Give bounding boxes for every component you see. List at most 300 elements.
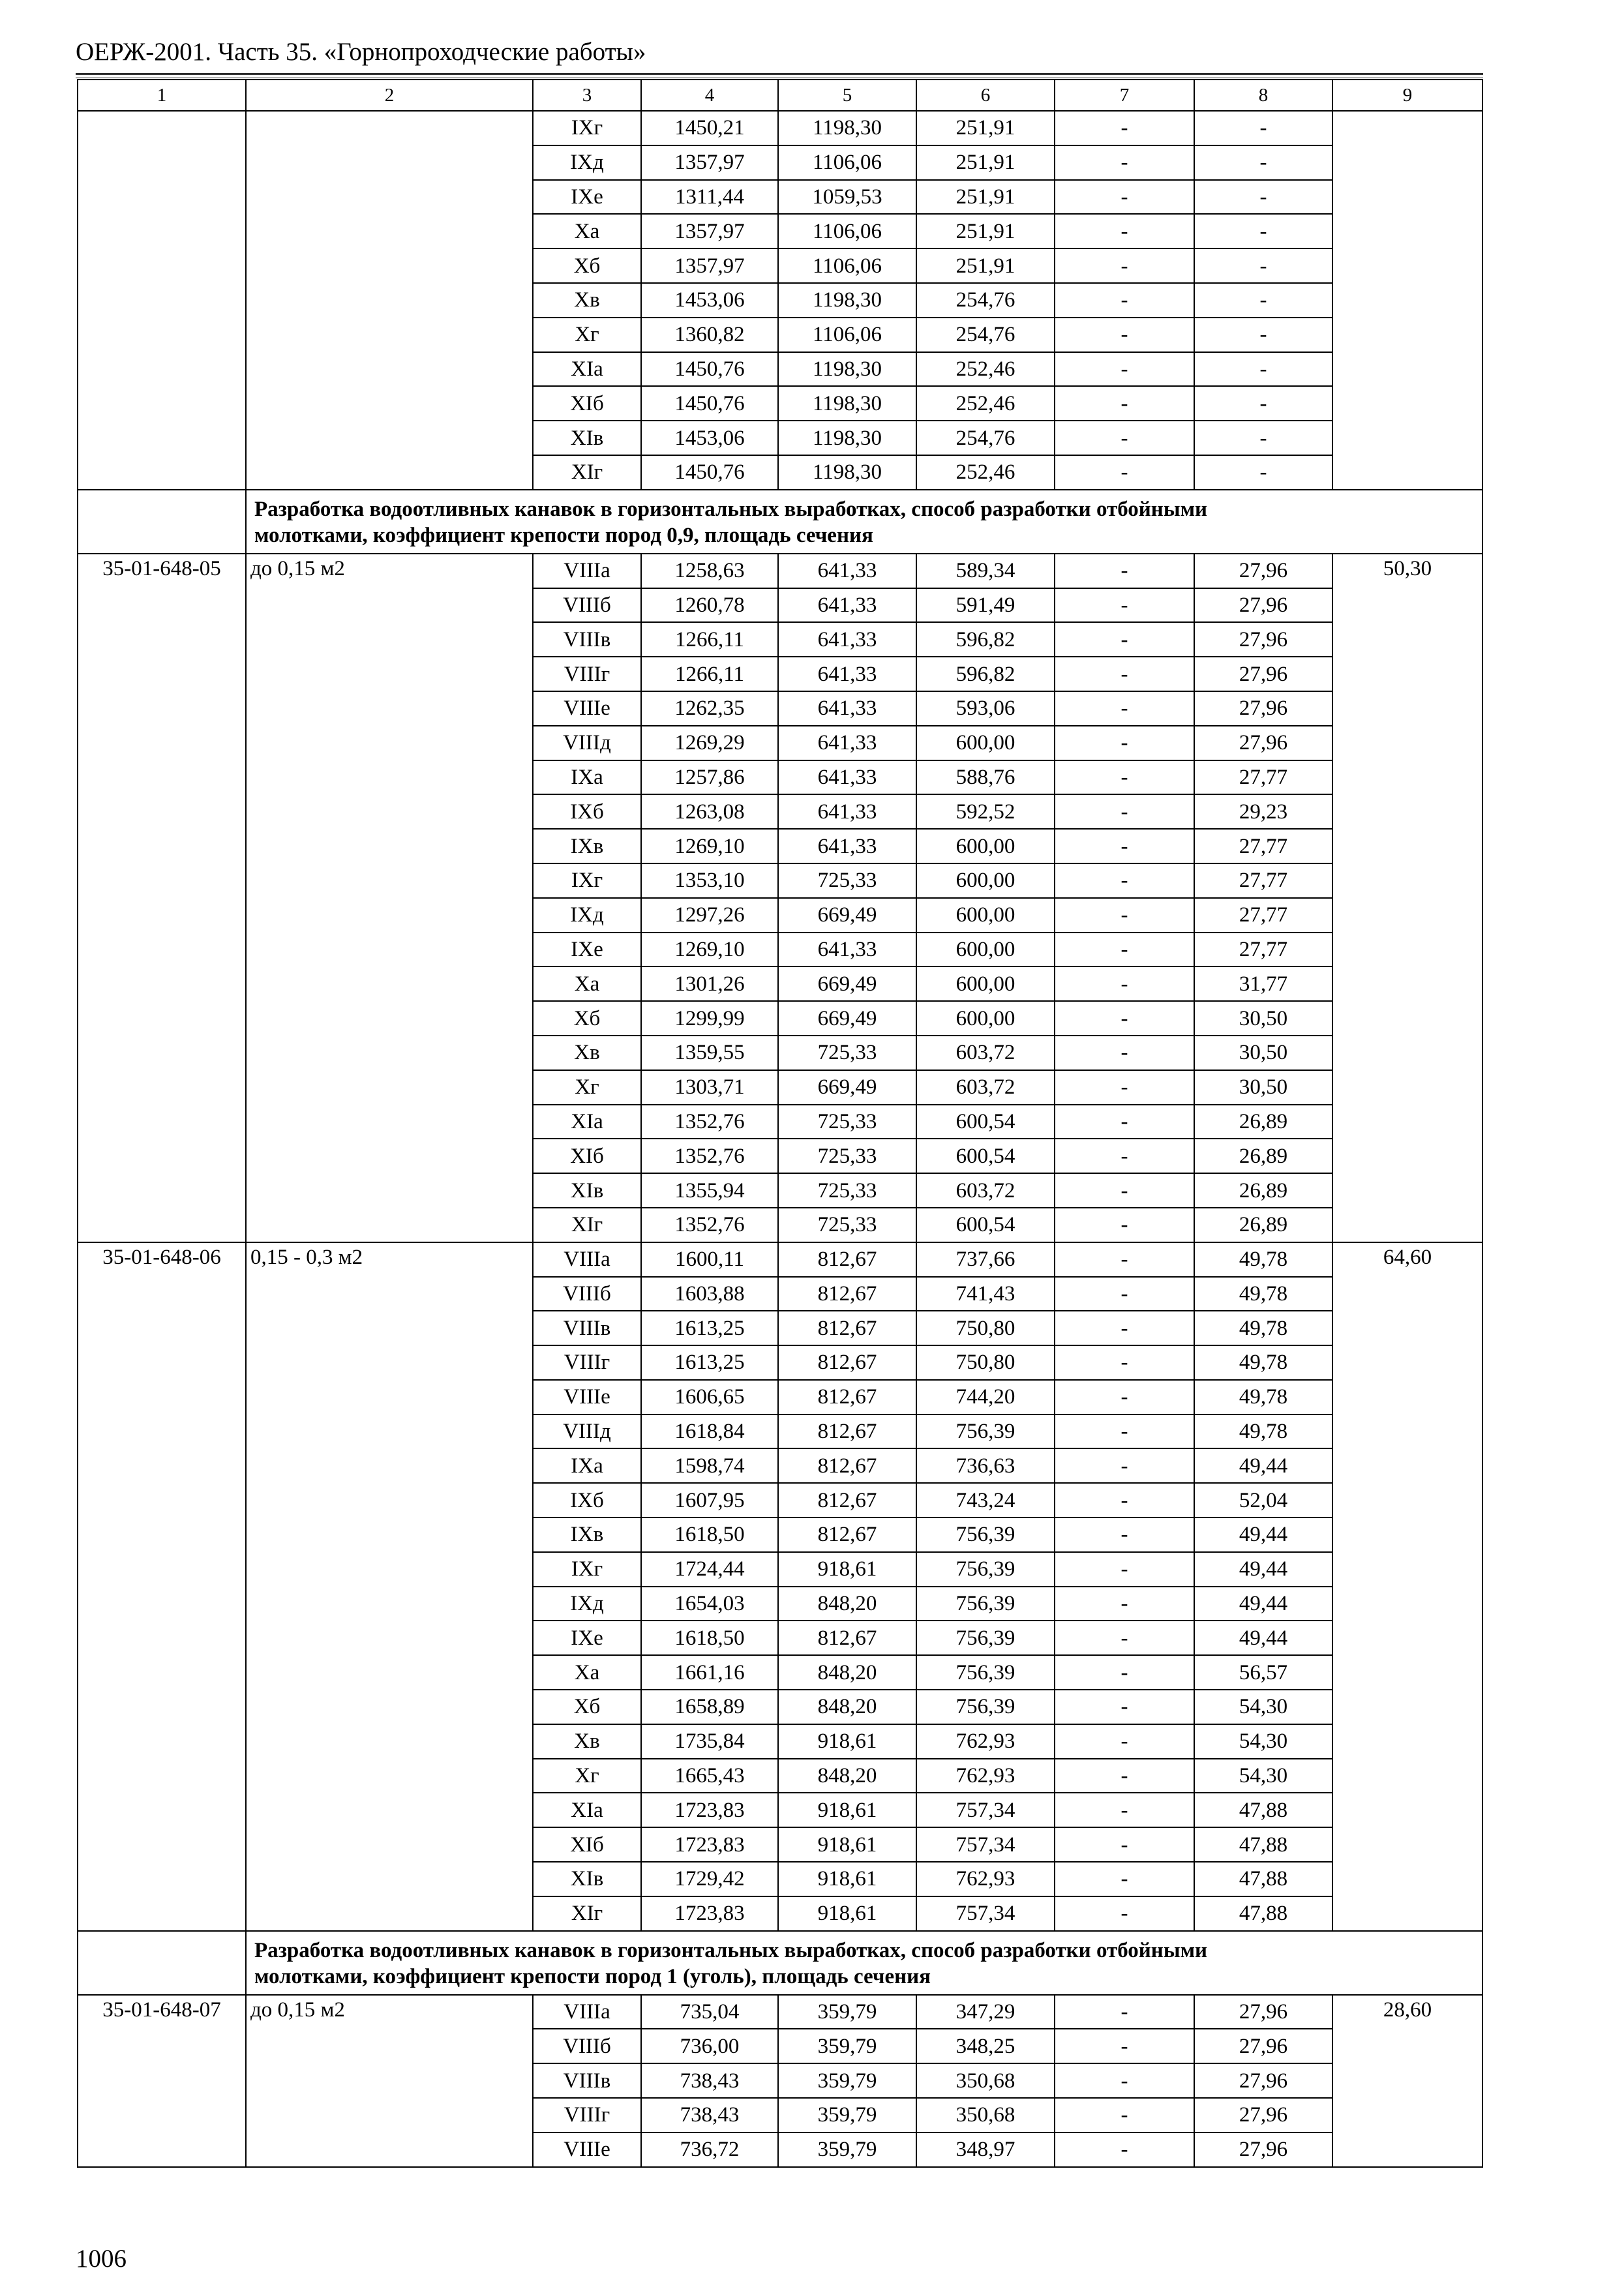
wages-cell: 918,61: [778, 1724, 916, 1759]
wages-cell: 1198,30: [778, 111, 916, 145]
wages-cell: 1106,06: [778, 318, 916, 352]
materials-cell: 27,96: [1194, 1995, 1332, 2029]
materials-cell: 27,77: [1194, 933, 1332, 967]
materials-cell: 49,78: [1194, 1311, 1332, 1345]
wages-cell: 641,33: [778, 691, 916, 726]
materials-cell: 47,88: [1194, 1862, 1332, 1896]
subclass-cell: Xв: [533, 1724, 641, 1759]
subclass-cell: VIIIв: [533, 622, 641, 657]
subclass-cell: IXв: [533, 829, 641, 863]
incl-wages-cell: -: [1055, 829, 1194, 863]
machines-cell: 762,93: [916, 1862, 1055, 1896]
machines-cell: 756,39: [916, 1655, 1055, 1690]
incl-wages-cell: -: [1055, 352, 1194, 387]
subclass-cell: XIв: [533, 421, 641, 455]
wages-cell: 641,33: [778, 657, 916, 691]
total-cost-cell: 1598,74: [641, 1448, 778, 1483]
total-cost-cell: 1450,76: [641, 352, 778, 387]
machines-cell: 603,72: [916, 1173, 1055, 1208]
subclass-cell: XIб: [533, 386, 641, 421]
wages-cell: 918,61: [778, 1552, 916, 1587]
total-cost-cell: 1453,06: [641, 283, 778, 318]
materials-cell: 49,78: [1194, 1277, 1332, 1311]
section-heading-line: Разработка водоотливных канавок в горизонтальных выработках, способ разработки отбойными: [254, 497, 1208, 521]
total-cost-cell: 735,04: [641, 1995, 778, 2029]
subclass-cell: Xа: [533, 1655, 641, 1690]
section-blank-cell: [78, 490, 246, 554]
work-name-cell: [246, 111, 533, 490]
wages-cell: 725,33: [778, 863, 916, 898]
machines-cell: 596,82: [916, 622, 1055, 657]
total-cost-cell: 1357,97: [641, 248, 778, 283]
subclass-cell: VIIIа: [533, 1242, 641, 1277]
table-body: [78, 80, 1482, 2167]
wages-cell: 641,33: [778, 554, 916, 588]
subclass-cell: VIIIв: [533, 2063, 641, 2098]
incl-wages-cell: -: [1055, 1759, 1194, 1793]
machines-cell: 741,43: [916, 1277, 1055, 1311]
machines-cell: 762,93: [916, 1724, 1055, 1759]
subclass-cell: Xв: [533, 1036, 641, 1070]
total-cost-cell: 1735,84: [641, 1724, 778, 1759]
incl-wages-cell: -: [1055, 1655, 1194, 1690]
subclass-cell: Xа: [533, 214, 641, 248]
wages-cell: 669,49: [778, 966, 916, 1001]
incl-wages-cell: -: [1055, 863, 1194, 898]
machines-cell: 750,80: [916, 1311, 1055, 1345]
machines-cell: 762,93: [916, 1759, 1055, 1793]
materials-cell: 27,96: [1194, 588, 1332, 623]
machines-cell: 252,46: [916, 455, 1055, 490]
subclass-cell: Xб: [533, 248, 641, 283]
rate-code-cell: 35-01-648-06: [78, 1242, 246, 1931]
subclass-cell: IXа: [533, 760, 641, 795]
total-cost-cell: 1263,08: [641, 794, 778, 829]
section-heading-line: Разработка водоотливных канавок в горизонтальных выработках, способ разработки отбойными: [254, 1938, 1208, 1962]
incl-wages-cell: -: [1055, 318, 1194, 352]
subclass-cell: XIг: [533, 1896, 641, 1931]
machines-cell: 252,46: [916, 352, 1055, 387]
incl-wages-cell: -: [1055, 898, 1194, 933]
incl-wages-cell: -: [1055, 1070, 1194, 1105]
wages-cell: 359,79: [778, 2029, 916, 2063]
materials-cell: 49,44: [1194, 1518, 1332, 1552]
machines-cell: 348,25: [916, 2029, 1055, 2063]
subclass-cell: IXб: [533, 794, 641, 829]
total-cost-cell: 1450,76: [641, 386, 778, 421]
incl-wages-cell: -: [1055, 966, 1194, 1001]
incl-wages-cell: -: [1055, 691, 1194, 726]
subclass-cell: XIб: [533, 1827, 641, 1862]
wages-cell: 669,49: [778, 1070, 916, 1105]
total-cost-cell: 1603,88: [641, 1277, 778, 1311]
wages-cell: 812,67: [778, 1518, 916, 1552]
machines-cell: 600,54: [916, 1105, 1055, 1139]
subclass-cell: VIIIб: [533, 2029, 641, 2063]
wages-cell: 641,33: [778, 622, 916, 657]
subclass-cell: XIв: [533, 1173, 641, 1208]
wages-cell: 812,67: [778, 1414, 916, 1449]
column-number: 4: [641, 80, 778, 111]
materials-cell: -: [1194, 248, 1332, 283]
machines-cell: 588,76: [916, 760, 1055, 795]
wages-cell: 812,67: [778, 1311, 916, 1345]
materials-cell: -: [1194, 352, 1332, 387]
wages-cell: 848,20: [778, 1587, 916, 1621]
materials-cell: 27,77: [1194, 829, 1332, 863]
materials-cell: 49,44: [1194, 1587, 1332, 1621]
machines-cell: 347,29: [916, 1995, 1055, 2029]
section-heading-row: [78, 490, 1482, 554]
machines-cell: 757,34: [916, 1793, 1055, 1827]
machines-cell: 251,91: [916, 111, 1055, 145]
materials-cell: 54,30: [1194, 1724, 1332, 1759]
wages-cell: 725,33: [778, 1036, 916, 1070]
total-cost-cell: 1723,83: [641, 1896, 778, 1931]
machines-cell: 756,39: [916, 1414, 1055, 1449]
subclass-cell: VIIIг: [533, 657, 641, 691]
machines-cell: 737,66: [916, 1242, 1055, 1277]
machines-cell: 600,00: [916, 966, 1055, 1001]
column-number: 9: [1332, 80, 1482, 111]
total-cost-cell: 1352,76: [641, 1139, 778, 1173]
total-cost-cell: 1266,11: [641, 622, 778, 657]
wages-cell: 359,79: [778, 2132, 916, 2167]
wages-cell: 1106,06: [778, 214, 916, 248]
materials-cell: 56,57: [1194, 1655, 1332, 1690]
materials-cell: 30,50: [1194, 1001, 1332, 1036]
header-rule: [76, 73, 1483, 78]
total-cost-cell: 1257,86: [641, 760, 778, 795]
materials-cell: 27,96: [1194, 554, 1332, 588]
column-number: 1: [78, 80, 246, 111]
materials-cell: 52,04: [1194, 1483, 1332, 1518]
machines-cell: 600,00: [916, 726, 1055, 760]
incl-wages-cell: -: [1055, 1862, 1194, 1896]
materials-cell: 27,96: [1194, 726, 1332, 760]
total-cost-cell: 1357,97: [641, 145, 778, 180]
incl-wages-cell: -: [1055, 1448, 1194, 1483]
wages-cell: 918,61: [778, 1793, 916, 1827]
materials-cell: 27,96: [1194, 2132, 1332, 2167]
total-cost-cell: 738,43: [641, 2063, 778, 2098]
total-cost-cell: 1661,16: [641, 1655, 778, 1690]
wages-cell: 359,79: [778, 2098, 916, 2132]
subclass-cell: IXе: [533, 1621, 641, 1655]
machines-cell: 756,39: [916, 1552, 1055, 1587]
wages-cell: 641,33: [778, 933, 916, 967]
machines-cell: 252,46: [916, 386, 1055, 421]
wages-cell: 725,33: [778, 1208, 916, 1242]
total-cost-cell: 1260,78: [641, 588, 778, 623]
incl-wages-cell: -: [1055, 2132, 1194, 2167]
subclass-cell: IXа: [533, 1448, 641, 1483]
subclass-cell: XIа: [533, 352, 641, 387]
total-cost-cell: 1618,50: [641, 1518, 778, 1552]
materials-cell: -: [1194, 455, 1332, 490]
subclass-cell: IXг: [533, 1552, 641, 1587]
total-cost-cell: 1724,44: [641, 1552, 778, 1587]
column-number: 7: [1055, 80, 1194, 111]
incl-wages-cell: -: [1055, 180, 1194, 215]
total-cost-cell: 1269,10: [641, 933, 778, 967]
incl-wages-cell: -: [1055, 1173, 1194, 1208]
total-cost-cell: 1262,35: [641, 691, 778, 726]
materials-cell: 30,50: [1194, 1070, 1332, 1105]
total-cost-cell: 1297,26: [641, 898, 778, 933]
total-cost-cell: 1269,10: [641, 829, 778, 863]
wages-cell: 918,61: [778, 1896, 916, 1931]
machines-cell: 596,82: [916, 657, 1055, 691]
materials-cell: 49,78: [1194, 1345, 1332, 1380]
subclass-cell: IXг: [533, 863, 641, 898]
total-cost-cell: 1600,11: [641, 1242, 778, 1277]
incl-wages-cell: -: [1055, 1827, 1194, 1862]
subclass-cell: IXд: [533, 898, 641, 933]
materials-cell: 27,77: [1194, 863, 1332, 898]
incl-wages-cell: -: [1055, 1621, 1194, 1655]
total-cost-cell: 1269,29: [641, 726, 778, 760]
machines-cell: 600,00: [916, 1001, 1055, 1036]
wages-cell: 359,79: [778, 1995, 916, 2029]
work-name-cell: до 0,15 м2: [246, 554, 533, 1242]
machines-cell: 603,72: [916, 1070, 1055, 1105]
total-cost-cell: 1352,76: [641, 1105, 778, 1139]
total-cost-cell: 1352,76: [641, 1208, 778, 1242]
materials-cell: 30,50: [1194, 1036, 1332, 1070]
materials-cell: 47,88: [1194, 1793, 1332, 1827]
machines-cell: 600,00: [916, 829, 1055, 863]
incl-wages-cell: -: [1055, 1208, 1194, 1242]
machines-cell: 348,97: [916, 2132, 1055, 2167]
total-cost-cell: 736,00: [641, 2029, 778, 2063]
subclass-cell: VIIIа: [533, 554, 641, 588]
machines-cell: 756,39: [916, 1587, 1055, 1621]
incl-wages-cell: -: [1055, 1518, 1194, 1552]
machines-cell: 350,68: [916, 2098, 1055, 2132]
materials-cell: -: [1194, 283, 1332, 318]
total-cost-cell: 1450,76: [641, 455, 778, 490]
incl-wages-cell: -: [1055, 1139, 1194, 1173]
subclass-cell: Xб: [533, 1690, 641, 1724]
work-name-cell: 0,15 - 0,3 м2: [246, 1242, 533, 1931]
rate-code-cell: [78, 111, 246, 490]
materials-cell: -: [1194, 111, 1332, 145]
wages-cell: 1106,06: [778, 145, 916, 180]
machines-cell: 756,39: [916, 1518, 1055, 1552]
table-row: [78, 111, 1482, 145]
rates-table: [77, 79, 1483, 2168]
total-cost-cell: 1723,83: [641, 1827, 778, 1862]
subclass-cell: VIIIг: [533, 1345, 641, 1380]
materials-cell: 29,23: [1194, 794, 1332, 829]
wages-cell: 669,49: [778, 898, 916, 933]
labor-cell: 64,60: [1332, 1242, 1482, 1931]
total-cost-cell: 1266,11: [641, 657, 778, 691]
total-cost-cell: 1607,95: [641, 1483, 778, 1518]
labor-cell: 50,30: [1332, 554, 1482, 1242]
total-cost-cell: 738,43: [641, 2098, 778, 2132]
column-number: 3: [533, 80, 641, 111]
wages-cell: 725,33: [778, 1139, 916, 1173]
section-heading: [246, 490, 1482, 554]
subclass-cell: IXд: [533, 1587, 641, 1621]
wages-cell: 641,33: [778, 760, 916, 795]
machines-cell: 251,91: [916, 145, 1055, 180]
machines-cell: 603,72: [916, 1036, 1055, 1070]
work-name-cell: до 0,15 м2: [246, 1995, 533, 2167]
total-cost-cell: 1665,43: [641, 1759, 778, 1793]
subclass-cell: Xг: [533, 1070, 641, 1105]
subclass-cell: Xб: [533, 1001, 641, 1036]
incl-wages-cell: -: [1055, 1277, 1194, 1311]
total-cost-cell: 1303,71: [641, 1070, 778, 1105]
page-header: ОЕРЖ-2001. Часть 35. «Горнопроходческие работы»: [76, 38, 646, 66]
materials-cell: 54,30: [1194, 1690, 1332, 1724]
rate-code-cell: 35-01-648-07: [78, 1995, 246, 2167]
wages-cell: 725,33: [778, 1105, 916, 1139]
materials-cell: 27,77: [1194, 760, 1332, 795]
materials-cell: 47,88: [1194, 1896, 1332, 1931]
total-cost-cell: 1453,06: [641, 421, 778, 455]
wages-cell: 848,20: [778, 1759, 916, 1793]
wages-cell: 848,20: [778, 1655, 916, 1690]
materials-cell: 27,96: [1194, 2098, 1332, 2132]
incl-wages-cell: -: [1055, 588, 1194, 623]
materials-cell: 26,89: [1194, 1173, 1332, 1208]
subclass-cell: VIIIд: [533, 1414, 641, 1449]
incl-wages-cell: -: [1055, 2063, 1194, 2098]
wages-cell: 812,67: [778, 1242, 916, 1277]
total-cost-cell: 1258,63: [641, 554, 778, 588]
machines-cell: 251,91: [916, 180, 1055, 215]
total-cost-cell: 1359,55: [641, 1036, 778, 1070]
materials-cell: 47,88: [1194, 1827, 1332, 1862]
subclass-cell: VIIIб: [533, 1277, 641, 1311]
incl-wages-cell: -: [1055, 455, 1194, 490]
incl-wages-cell: -: [1055, 1793, 1194, 1827]
materials-cell: 27,96: [1194, 2029, 1332, 2063]
machines-cell: 757,34: [916, 1896, 1055, 1931]
wages-cell: 725,33: [778, 1173, 916, 1208]
subclass-cell: XIг: [533, 1208, 641, 1242]
section-heading-line: молотками, коэффициент крепости пород 1 (уголь), площадь сечения: [254, 1964, 931, 1988]
total-cost-cell: 1301,26: [641, 966, 778, 1001]
incl-wages-cell: -: [1055, 1242, 1194, 1277]
materials-cell: 26,89: [1194, 1208, 1332, 1242]
machines-cell: 736,63: [916, 1448, 1055, 1483]
subclass-cell: IXд: [533, 145, 641, 180]
wages-cell: 1198,30: [778, 283, 916, 318]
machines-cell: 744,20: [916, 1380, 1055, 1414]
column-number: 8: [1194, 80, 1332, 111]
subclass-cell: Xг: [533, 318, 641, 352]
subclass-cell: XIб: [533, 1139, 641, 1173]
incl-wages-cell: -: [1055, 794, 1194, 829]
section-heading-row: [78, 1931, 1482, 1995]
wages-cell: 812,67: [778, 1380, 916, 1414]
wages-cell: 848,20: [778, 1690, 916, 1724]
machines-cell: 592,52: [916, 794, 1055, 829]
incl-wages-cell: -: [1055, 554, 1194, 588]
table-row: [78, 554, 1482, 588]
subclass-cell: Xа: [533, 966, 641, 1001]
total-cost-cell: 1450,21: [641, 111, 778, 145]
total-cost-cell: 1613,25: [641, 1311, 778, 1345]
materials-cell: -: [1194, 318, 1332, 352]
materials-cell: 49,78: [1194, 1242, 1332, 1277]
subclass-cell: VIIIе: [533, 691, 641, 726]
incl-wages-cell: -: [1055, 1311, 1194, 1345]
incl-wages-cell: -: [1055, 421, 1194, 455]
wages-cell: 812,67: [778, 1448, 916, 1483]
machines-cell: 600,00: [916, 933, 1055, 967]
materials-cell: 27,96: [1194, 622, 1332, 657]
section-blank-cell: [78, 1931, 246, 1995]
materials-cell: 27,77: [1194, 898, 1332, 933]
subclass-cell: XIв: [533, 1862, 641, 1896]
incl-wages-cell: -: [1055, 760, 1194, 795]
table-row: [78, 1242, 1482, 1277]
column-number: 2: [246, 80, 533, 111]
wages-cell: 641,33: [778, 588, 916, 623]
incl-wages-cell: -: [1055, 1483, 1194, 1518]
materials-cell: 49,44: [1194, 1448, 1332, 1483]
incl-wages-cell: -: [1055, 1724, 1194, 1759]
incl-wages-cell: -: [1055, 1552, 1194, 1587]
incl-wages-cell: -: [1055, 1995, 1194, 2029]
total-cost-cell: 1729,42: [641, 1862, 778, 1896]
incl-wages-cell: -: [1055, 1001, 1194, 1036]
incl-wages-cell: -: [1055, 726, 1194, 760]
total-cost-cell: 1654,03: [641, 1587, 778, 1621]
machines-cell: 593,06: [916, 691, 1055, 726]
incl-wages-cell: -: [1055, 1896, 1194, 1931]
wages-cell: 918,61: [778, 1827, 916, 1862]
total-cost-cell: 1658,89: [641, 1690, 778, 1724]
machines-cell: 756,39: [916, 1690, 1055, 1724]
incl-wages-cell: -: [1055, 1414, 1194, 1449]
incl-wages-cell: -: [1055, 145, 1194, 180]
labor-cell: [1332, 111, 1482, 490]
subclass-cell: IXб: [533, 1483, 641, 1518]
incl-wages-cell: -: [1055, 111, 1194, 145]
wages-cell: 641,33: [778, 794, 916, 829]
materials-cell: 26,89: [1194, 1105, 1332, 1139]
machines-cell: 591,49: [916, 588, 1055, 623]
section-heading: [246, 1931, 1482, 1995]
total-cost-cell: 1360,82: [641, 318, 778, 352]
incl-wages-cell: -: [1055, 1587, 1194, 1621]
wages-cell: 641,33: [778, 829, 916, 863]
subclass-cell: VIIIд: [533, 726, 641, 760]
total-cost-cell: 1355,94: [641, 1173, 778, 1208]
wages-cell: 1059,53: [778, 180, 916, 215]
materials-cell: 27,96: [1194, 657, 1332, 691]
materials-cell: 49,44: [1194, 1552, 1332, 1587]
materials-cell: -: [1194, 386, 1332, 421]
total-cost-cell: 1311,44: [641, 180, 778, 215]
materials-cell: -: [1194, 421, 1332, 455]
subclass-cell: Xг: [533, 1759, 641, 1793]
incl-wages-cell: -: [1055, 2029, 1194, 2063]
incl-wages-cell: -: [1055, 386, 1194, 421]
column-number-row: [78, 80, 1482, 111]
incl-wages-cell: -: [1055, 657, 1194, 691]
subclass-cell: VIIIв: [533, 1311, 641, 1345]
total-cost-cell: 1618,50: [641, 1621, 778, 1655]
wages-cell: 1106,06: [778, 248, 916, 283]
